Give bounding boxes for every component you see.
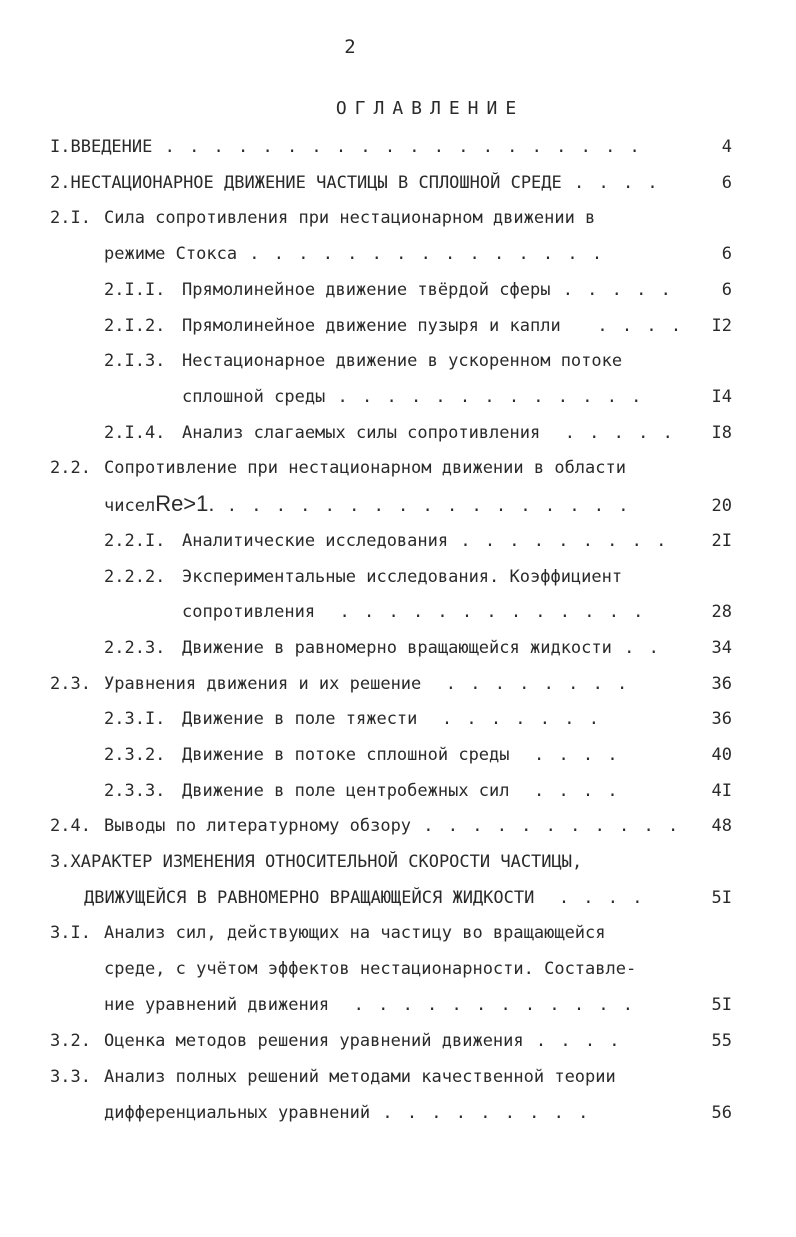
toc-entry-title: Анализ сил, действующих на частицу во вращающейся (104, 923, 606, 943)
toc-entry-title: Экспериментальные исследования. Коэффициент (182, 567, 623, 587)
toc-entry-page: I8 (711, 423, 732, 443)
toc-entry (104, 741, 732, 769)
toc-entry-number: 2.4. (50, 816, 91, 836)
toc-entry-leader-dots: . . . . . . . . . (370, 1103, 615, 1123)
toc-entry-leader-dots: . . . . . (550, 280, 673, 300)
toc-entry-title: сопротивления (182, 602, 316, 622)
toc-entry-page: 5I (711, 995, 732, 1015)
toc-entry-page: 4I (711, 781, 732, 801)
toc-entry-page: 36 (711, 709, 732, 729)
toc-entry-leader-dots: . . . . . . . . . (448, 531, 669, 551)
toc-entry-number: 3.I. (50, 923, 91, 943)
toc-entry-title: Сила сопротивления при нестационарном движении в (104, 208, 596, 228)
toc-entry-page: 55 (711, 1031, 732, 1051)
toc-entry-page: 5I (711, 888, 732, 908)
toc-title: ОГЛАВЛЕНИЕ (335, 98, 525, 119)
page-number: 2 (344, 36, 356, 58)
toc-entry-title: Движение в поле тяжести (182, 709, 418, 729)
toc-entry (104, 705, 732, 733)
toc-entry-title: сплошной среды (182, 387, 326, 407)
toc-entry (50, 848, 720, 876)
toc-entry-title: Уравнения движения и их решение (104, 674, 422, 694)
toc-entry-leader-dots: . . . . . . . . (421, 674, 630, 694)
toc-entry (50, 204, 720, 232)
toc-entry-page: 6 (721, 244, 732, 264)
toc-entry-page: 6 (721, 280, 732, 300)
toc-entry-title: режиме Стокса (104, 244, 238, 264)
toc-entry-leader-dots: . . . . . . . . . . . (411, 816, 681, 836)
toc-entry-page: 4 (721, 137, 732, 157)
toc-entry-number: 2.3.I. (104, 709, 166, 729)
toc-entry-number: 2.2.3. (104, 638, 166, 658)
toc-entry-number: 2.2.I. (104, 531, 166, 551)
toc-entry-page: 56 (711, 1103, 732, 1123)
toc-entry-title: чисел (104, 496, 156, 516)
toc-entry-page: 28 (711, 602, 732, 622)
toc-entry-number: 3.3. (50, 1067, 91, 1087)
toc-entry-leader-dots: . . . . (509, 745, 645, 765)
toc-entry-page: 40 (711, 745, 732, 765)
toc-entry (50, 169, 732, 197)
toc-entry-leader-dots: . . . . . . . . . . . . . . . (237, 244, 605, 264)
toc-entry (50, 133, 732, 161)
toc-entry-title: ДВИЖУЩЕЙСЯ В РАВНОМЕРНО ВРАЩАЮЩЕЙСЯ ЖИДКОСТИ (84, 888, 535, 908)
toc-entry-page: 2I (711, 531, 732, 551)
toc-entry-leader-dots: . . . . . . . . . . . . . (315, 602, 646, 622)
toc-entry (104, 1099, 732, 1127)
toc-entry-leader-dots: . . . . (534, 888, 645, 908)
toc-entry-page: 36 (711, 674, 732, 694)
toc-entry-number: 2.I.2. (104, 316, 166, 336)
toc-entry-leader-dots: . . . . . . . . . . . . (329, 995, 636, 1015)
toc-entry (104, 490, 732, 518)
toc-entry-title: Движение в потоке сплошной среды (182, 745, 510, 765)
toc-entry (104, 347, 720, 375)
toc-entry (182, 598, 732, 626)
toc-entry-number: 2.I.3. (104, 351, 166, 371)
toc-entry-leader-dots: . . . . (509, 781, 645, 801)
toc-entry-title: НЕСТАЦИОНАРНОЕ ДВИЖЕНИЕ ЧАСТИЦЫ В СПЛОШНОЙ СРЕДЕ (70, 173, 562, 193)
toc-entry-number: I. (50, 137, 71, 157)
toc-entry (84, 884, 732, 912)
toc-entry-number: 2.2.2. (104, 567, 166, 587)
toc-entry-title: дифференциальных уравнений (104, 1103, 371, 1123)
toc-entry-leader-dots: . . . . . . . . . . . . . . . . . (214, 496, 631, 516)
toc-entry (104, 276, 732, 304)
toc-entry-title: Сопротивление при нестационарном движении в области (104, 458, 626, 478)
toc-entry-number: 2. (50, 173, 71, 193)
toc-entry-number: 2.3.3. (104, 781, 166, 801)
toc-entry (104, 240, 732, 268)
toc-entry-number: 2.I. (50, 208, 91, 228)
toc-entry (104, 777, 732, 805)
reynolds-number-formula: Re>1. (155, 491, 215, 516)
toc-entry (50, 670, 732, 698)
toc-entry (104, 419, 732, 447)
toc-entry-title: ние уравнений движения (104, 995, 330, 1015)
toc-entry-page: I2 (711, 316, 732, 336)
toc-entry-number: 3. (50, 852, 71, 872)
toc-entry-number: 2.2. (50, 458, 91, 478)
toc-entry-number: 2.3. (50, 674, 91, 694)
toc-entry-leader-dots: . . . . . . . (417, 709, 626, 729)
toc-entry-title: среде, с учётом эффектов нестационарности. Составле- (104, 959, 637, 979)
toc-entry-page: 48 (711, 816, 732, 836)
toc-entry-title: Анализ полных решений методами качественной теории (104, 1067, 616, 1087)
toc-entry (104, 634, 732, 662)
toc-entry-leader-dots: . . . . . (540, 423, 675, 443)
toc-entry-title: Движение в поле центробежных сил (182, 781, 510, 801)
toc-entry (50, 454, 720, 482)
toc-entry-page: I4 (711, 387, 732, 407)
toc-entry-number: 2.3.2. (104, 745, 166, 765)
toc-entry-title: Анализ слагаемых силы сопротивления (182, 423, 541, 443)
toc-entry (104, 955, 720, 983)
toc-entry (50, 812, 732, 840)
toc-entry (104, 312, 732, 340)
toc-entry-title: Нестационарное движение в ускоренном потоке (182, 351, 623, 371)
toc-entry-page: 6 (721, 173, 732, 193)
toc-entry (50, 1063, 720, 1091)
toc-entry-title: Прямолинейное движение пузыря и капли (182, 316, 561, 336)
toc-entry (104, 563, 720, 591)
toc-entry-number: 2.I.4. (104, 423, 166, 443)
toc-entry-title: Оценка методов решения уравнений движения (104, 1031, 524, 1051)
toc-entry-title: Прямолинейное движение твёрдой сферы (182, 280, 551, 300)
toc-entry-leader-dots: . . . . . . . . . . . . . (325, 387, 644, 407)
toc-entry (50, 1027, 732, 1055)
toc-entry-title: Выводы по литературному обзору (104, 816, 412, 836)
toc-entry (104, 527, 732, 555)
toc-entry-leader-dots: . . . . (560, 316, 684, 336)
toc-entry-page: 20 (711, 496, 732, 516)
toc-entry (182, 383, 732, 411)
toc-entry (50, 919, 720, 947)
toc-entry-page: 34 (711, 638, 732, 658)
toc-entry (104, 991, 732, 1019)
toc-entry-leader-dots: . . (611, 638, 661, 658)
toc-entry-title: Движение в равномерно вращающейся жидкости (182, 638, 612, 658)
toc-entry-leader-dots: . . . . (561, 173, 660, 193)
toc-entry-number: 2.I.I. (104, 280, 166, 300)
toc-entry-number: 3.2. (50, 1031, 91, 1051)
toc-entry-leader-dots: . . . . . . . . . . . . . . . . . . . . (152, 137, 642, 157)
toc-entry-title: ВВЕДЕНИЕ (70, 137, 153, 157)
toc-entry-title: ХАРАКТЕР ИЗМЕНЕНИЯ ОТНОСИТЕЛЬНОЙ СКОРОСТИ ЧАСТИЦЫ, (70, 852, 583, 872)
toc-entry-title: Аналитические исследования (182, 531, 449, 551)
toc-entry-leader-dots: . . . . (523, 1031, 646, 1051)
